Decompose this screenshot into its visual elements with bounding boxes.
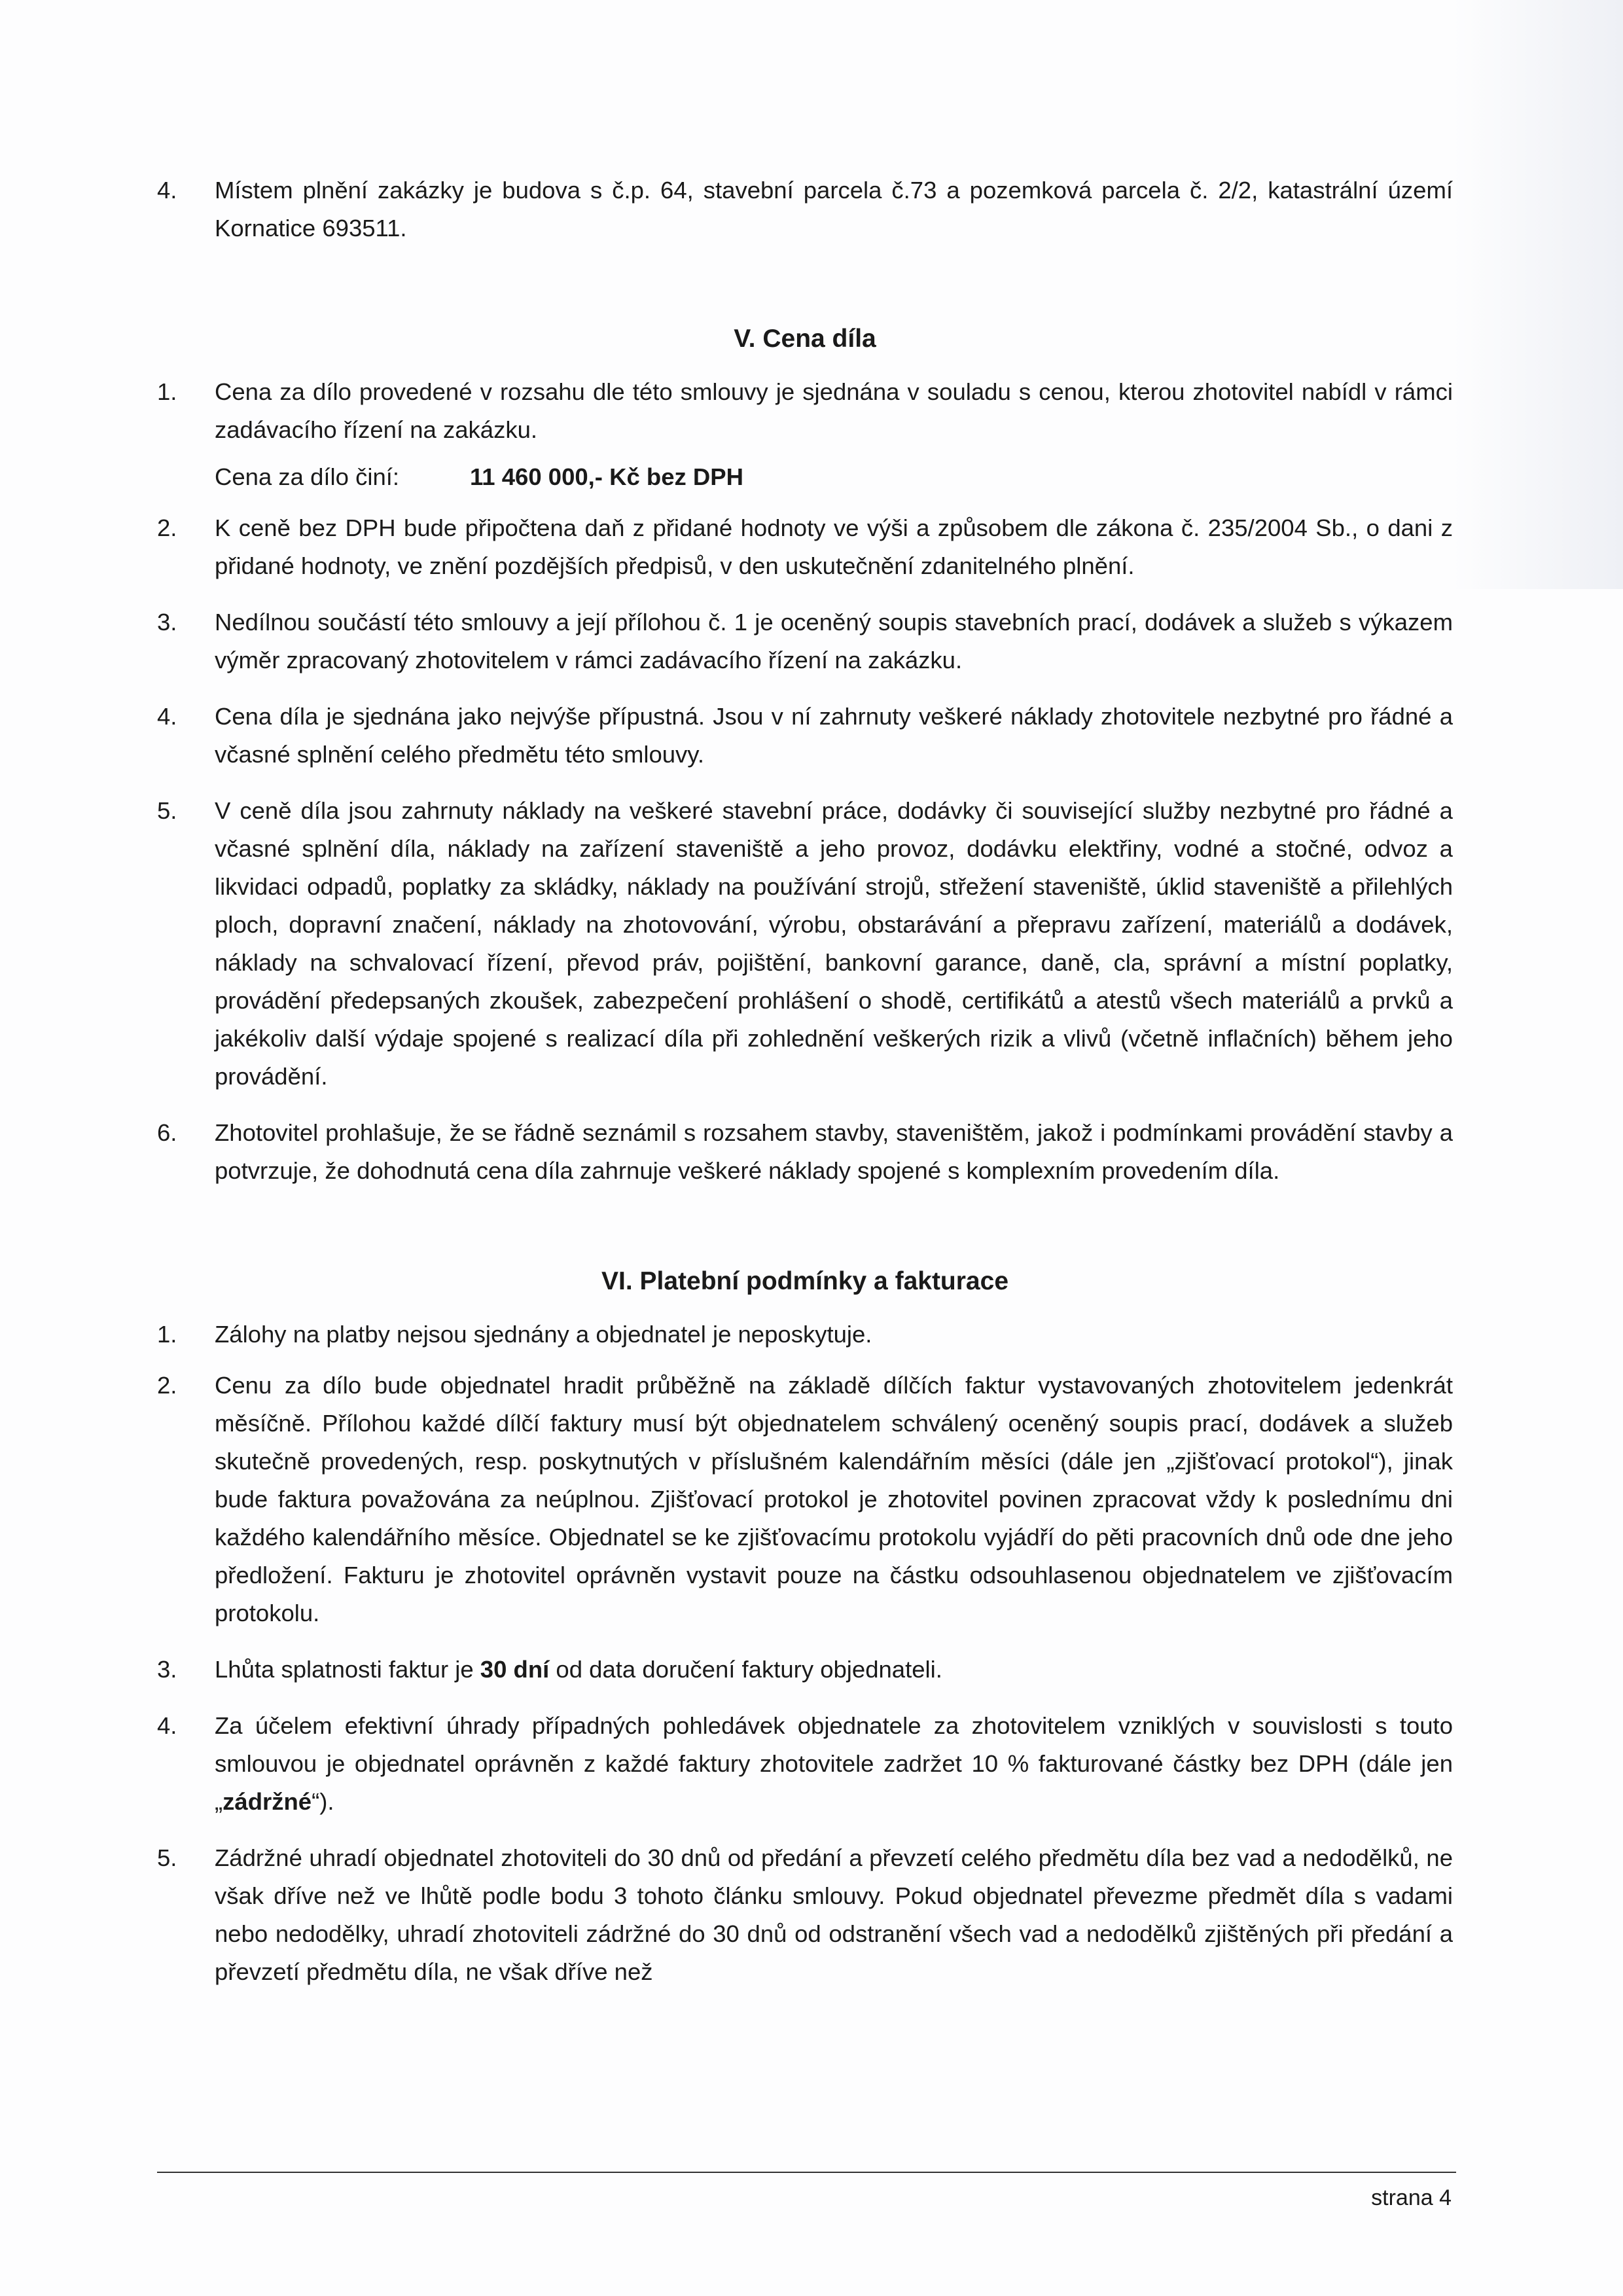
- list-item: [157, 509, 1453, 585]
- list-item: [157, 1839, 1453, 1991]
- item-number: 5.: [157, 1844, 177, 1871]
- text-run: od data doručení faktury objednateli.: [549, 1656, 942, 1683]
- text-run: Lhůta splatnosti faktur je: [215, 1656, 480, 1683]
- item-text: Cena za dílo provedené v rozsahu dle této smlouvy je sjednána v souladu s cenou, kterou zhotovitel nabídl v rámci zadávacího řízení na zakázku.: [215, 378, 1453, 443]
- list-item: [157, 1367, 1453, 1632]
- item-number: 3.: [157, 1656, 177, 1683]
- item-number: 2.: [157, 514, 177, 541]
- item-text: Nedílnou součástí této smlouvy a její přílohou č. 1 je oceněný soupis stavebních prací, dodávek a služeb s výkazem výměr zpracovaný zhotovitelem v rámci zadávacího řízení na zakázku.: [215, 609, 1453, 673]
- item-text: V ceně díla jsou zahrnuty náklady na veškeré stavební práce, dodávky či související služby nezbytné pro řádné a včasné splnění díla, náklady na zařízení staveniště a jeho provoz, dodávku elektřiny, vodné a stočné, odvoz a likvidaci odpadů, poplatky za skládky, náklady na používání strojů, střežení staveniště, úklid staveniště a přilehlých ploch, dopravní značení, náklady na zhotovování, výrobu, obstarávání a přepravu zařízení, materiálů a dodávek, náklady na schvalovací řízení, převod práv, pojištění, bankovní garance, daně, cla, správní a místní poplatky, provádění předepsaných zkoušek, zabezpečení prohlášení o shodě, certifikátů a atestů všech materiálů a prvků a jakékoliv další výdaje spojené s realizací díla při zohlednění veškerých rizik a vlivů (včetně inflačních) během jeho provádění.: [215, 797, 1453, 1090]
- item-number: 4.: [157, 177, 177, 204]
- retention-term: zádržné: [223, 1788, 312, 1815]
- price-label: Cena za dílo činí:: [215, 463, 400, 490]
- list-item: [157, 698, 1453, 774]
- payment-term: 30 dní: [480, 1656, 550, 1683]
- text-run: “).: [312, 1788, 334, 1815]
- item-number: 1.: [157, 378, 177, 405]
- price-line: [215, 458, 1453, 496]
- item-text: Zhotovitel prohlašuje, že se řádně seznámil s rozsahem stavby, staveništěm, jakož i podmínkami provádění stavby a potvrzuje, že dohodnutá cena díla zahrnuje veškeré náklady spojené s komplexním provedením díla.: [215, 1119, 1453, 1184]
- item-text: [215, 1651, 1453, 1689]
- item-number: 1.: [157, 1321, 177, 1348]
- list-item: [157, 1316, 1453, 1354]
- item-text: Zádržné uhradí objednatel zhotoviteli do 30 dnů od předání a převzetí celého předmětu díla bez vad a nedodělků, ne však dříve než ve lhůtě podle bodu 3 tohoto článku smlouvy. Pokud objednatel převezme předmět díla s vadami nebo nedodělky, uhradí zhotoviteli zádržné do 30 dnů od odstranění všech vad a nedodělků zjištěných při předání a převzetí předmětu díla, ne však dříve než: [215, 1844, 1453, 1985]
- item-number: 4.: [157, 1712, 177, 1739]
- section5-items: [157, 509, 1453, 1190]
- item-text: K ceně bez DPH bude připočtena daň z přidané hodnoty ve výši a způsobem dle zákona č. 235/2004 Sb., o dani z přidané hodnoty, ve znění pozdějších předpisů, v den uskutečnění zdanitelného plnění.: [215, 514, 1453, 579]
- text-run: Za účelem efektivní úhrady případných pohledávek objednatele za zhotovitelem vzniklých v souvislosti s touto smlouvou je objednatel oprávněn z každé faktury zhotovitele zadržet 10 % fakturované částky bez DPH (dále jen „: [215, 1712, 1453, 1815]
- list-item: [157, 1114, 1453, 1190]
- item-number: 2.: [157, 1372, 177, 1399]
- section-heading-cena-dila: V. Cena díla: [734, 325, 876, 353]
- item-text: Zálohy na platby nejsou sjednány a objednatel je neposkytuje.: [215, 1321, 872, 1348]
- item-text: [215, 1707, 1453, 1821]
- list-item: [157, 1651, 1453, 1689]
- section-heading-platebni-podminky: VI. Platební podmínky a fakturace: [601, 1267, 1009, 1295]
- footer-divider: [157, 2172, 1456, 2173]
- list-item: [157, 603, 1453, 679]
- item-text: Cenu za dílo bude objednatel hradit průběžně na základě dílčích faktur vystavovaných zhotovitelem jedenkrát měsíčně. Přílohou každé dílčí faktury musí být objednatelem schválený oceněný soupis prací, dodávek a služeb skutečně provedených, resp. poskytnutých v příslušném kalendářním měsíci (dále jen „zjišťovací protokol“), jinak bude faktura považována za neúplnou. Zjišťovací protokol je zhotovitel povinen zpracovat vždy k poslednímu dni každého kalendářního měsíce. Objednatel se ke zjišťovacímu protokolu vyjádří do pěti pracovních dnů ode dne jeho předložení. Fakturu je zhotovitel oprávněn vystavit pouze na částku odsouhlasenou objednatelem ve zjišťovacím protokolu.: [215, 1372, 1453, 1626]
- list-item: [157, 171, 1453, 247]
- item-number: 4.: [157, 703, 177, 730]
- page-number: strana 4: [1371, 2185, 1452, 2210]
- scan-shadow: [1453, 0, 1623, 589]
- item-text: Cena díla je sjednána jako nejvýše přípustná. Jsou v ní zahrnuty veškeré náklady zhotovitele nezbytné pro řádné a včasné splnění celého předmětu této smlouvy.: [215, 703, 1453, 768]
- item-text: Místem plnění zakázky je budova s č.p. 64, stavební parcela č.73 a pozemková parcela č. 2/2, katastrální území Kornatice 693511.: [215, 177, 1453, 242]
- document-body: [157, 171, 1453, 2009]
- item-number: 5.: [157, 797, 177, 824]
- list-item: [157, 792, 1453, 1096]
- price-value: 11 460 000,- Kč bez DPH: [470, 463, 743, 490]
- item-number: 6.: [157, 1119, 177, 1146]
- item-number: 3.: [157, 609, 177, 636]
- list-item: [157, 1707, 1453, 1821]
- list-item: [157, 373, 1453, 449]
